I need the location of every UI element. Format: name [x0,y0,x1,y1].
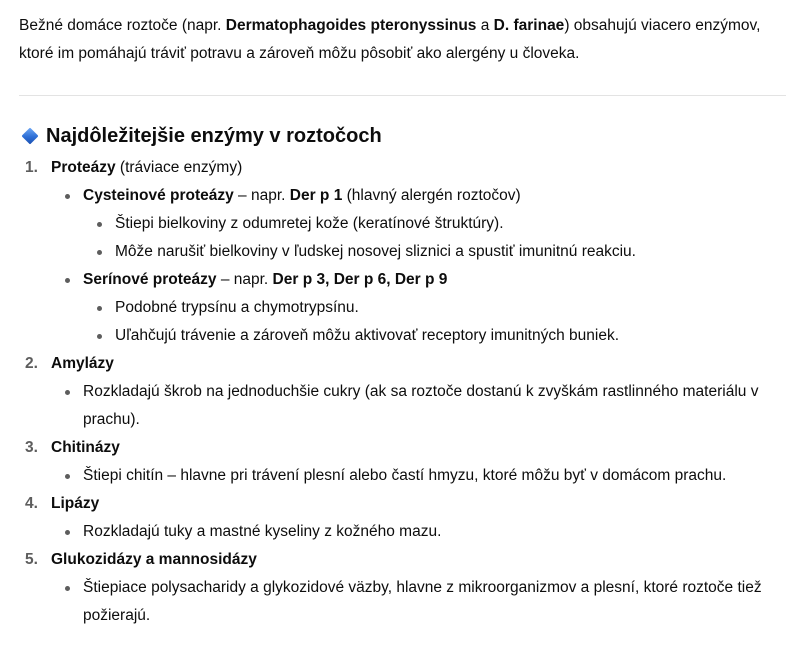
intro-paragraph: Bežné domáce roztoče (napr. Dermatophagoides pteronyssinus a D. farinae) obsahujú viacero enzýmov, ktoré im pomáhajú tráviť potravu a zároveň môžu pôsobiť ako alergény u človeka. [19,17,761,62]
list-item: Serínové proteázy – napr. Der p 3, Der p 6, Der p 9 Podobné trypsínu a chymotrypsínu. Uľahčujú trávenie a zároveň môžu aktivovať receptory imunitných buniek. [51,266,786,350]
enzyme-item: 1. Proteázy (tráviace enzýmy) Cysteinové proteázy – napr. Der p 1 (hlavný alergén roztočov) Štiepi bielkoviny z odumretej kože (keratínové štruktúry). Môže narušiť bielkoviny v ľudskej nosovej sliznici a spustiť imunitnú reakciu. Serínové proteázy – napr. Der p 3, Der p 6, Der p 9 Podobné trypsínu a chymotrypsínu. Uľahčujú trávenie a zároveň môžu aktivovať receptory imunitných buniek. [19,154,786,350]
enzyme-name: Amylázy [51,355,114,372]
enzyme-name: Proteázy [51,159,116,176]
enzyme-item [19,434,786,490]
list-item: Podobné trypsínu a chymotrypsínu. [83,294,786,322]
enzyme-name: Lipázy [51,495,100,512]
list-number: 4. [25,495,38,512]
blue-diamond-icon [22,128,39,145]
bullet-icon [97,250,102,255]
list-item: Štiepiace polysacharidy a glykozidové väzby, hlavne z mikroorganizmov a plesní, ktoré roztoče tiež požierajú. [51,574,786,630]
list-item: Rozkladajú tuky a mastné kyseliny z kožného mazu. [51,518,786,546]
bullet-icon [97,334,102,339]
section-heading: Najdôležitejšie enzýmy v roztočoch [19,122,786,150]
bullet-icon [65,194,70,199]
bullet-icon [65,474,70,479]
enzyme-item [19,350,786,434]
list-number: 5. [25,551,38,568]
bullet-icon [65,530,70,535]
enzyme-item [19,490,786,546]
bullet-icon [65,586,70,591]
enzyme-list [19,154,786,630]
list-item: Cysteinové proteázy – napr. Der p 1 (hlavný alergén roztočov) Štiepi bielkoviny z odumretej kože (keratínové štruktúry). Môže narušiť bielkoviny v ľudskej nosovej sliznici a spustiť imunitnú reakciu. [51,182,786,266]
list-item: Rozkladajú škrob na jednoduchšie cukry (ak sa roztoče dostanú k zvyškám rastlinného materiálu v prachu). [51,378,786,434]
divider [19,95,786,96]
list-number: 3. [25,439,38,456]
list-item: Môže narušiť bielkoviny v ľudskej nosovej sliznici a spustiť imunitnú reakciu. [83,238,786,266]
enzyme-item [19,546,786,630]
enzyme-name: Chitinázy [51,439,120,456]
species-name: D. farinae [493,17,565,34]
list-item: Štiepi bielkoviny z odumretej kože (keratínové štruktúry). [83,210,786,238]
list-item: Uľahčujú trávenie a zároveň môžu aktivovať receptory imunitných buniek. [83,322,786,350]
list-item: Štiepi chitín – hlavne pri trávení plesní alebo častí hmyzu, ktoré môžu byť v domácom prachu. [51,462,786,490]
bullet-icon [97,222,102,227]
bullet-icon [65,278,70,283]
list-number: 1. [25,159,38,176]
bullet-icon [65,390,70,395]
enzyme-name: Glukozidázy a mannosidázy [51,551,257,568]
bullet-icon [97,306,102,311]
list-number: 2. [25,355,38,372]
species-name: Dermatophagoides pteronyssinus [225,17,477,34]
